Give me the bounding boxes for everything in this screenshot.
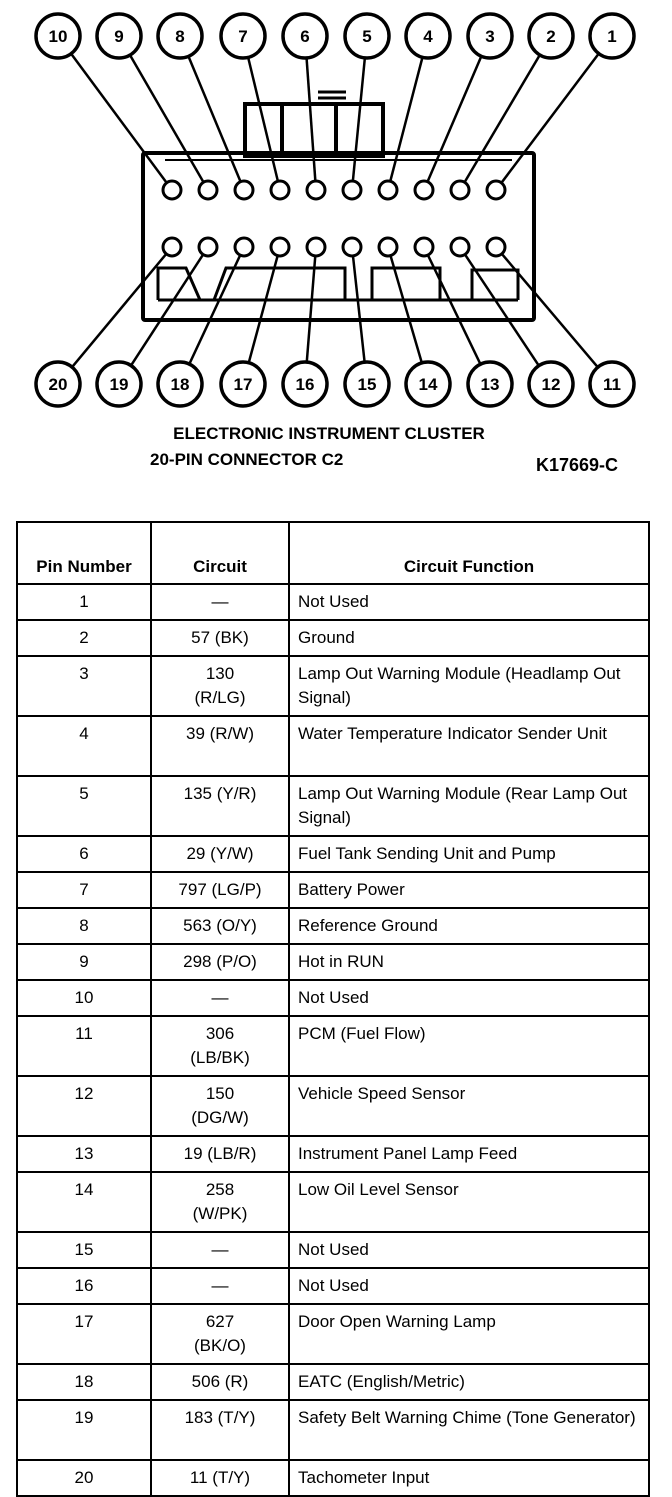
pin-number-cell: 16 bbox=[17, 1268, 151, 1304]
leader-line bbox=[119, 36, 208, 190]
pin-socket bbox=[271, 181, 289, 199]
circuit-line: 39 (R/W) bbox=[186, 724, 254, 743]
pin-number-cell: 19 bbox=[17, 1400, 151, 1460]
pin-table bbox=[16, 521, 650, 1497]
pin-socket bbox=[307, 238, 325, 256]
table-row bbox=[17, 944, 649, 980]
circuit-cell bbox=[151, 944, 289, 980]
pin-socket bbox=[415, 238, 433, 256]
circuit-line: — bbox=[211, 988, 229, 1007]
table-row bbox=[17, 584, 649, 620]
pin-number-cell: 17 bbox=[17, 1304, 151, 1364]
leader-line bbox=[243, 36, 280, 190]
leader-line bbox=[460, 36, 551, 190]
table-row bbox=[17, 716, 649, 776]
pin-callout-top bbox=[406, 14, 450, 58]
pin-socket bbox=[415, 181, 433, 199]
pin-callout-label: 3 bbox=[485, 27, 495, 46]
table-row bbox=[17, 1400, 649, 1460]
pin-callout-bottom bbox=[529, 362, 573, 406]
circuit-function-cell: Fuel Tank Sending Unit and Pump bbox=[289, 836, 649, 872]
circuit-line: 298 (P/O) bbox=[183, 952, 257, 971]
circuit-line: 150 bbox=[205, 1084, 235, 1103]
pin-callout-bottom bbox=[590, 362, 634, 406]
pin-number-cell: 18 bbox=[17, 1364, 151, 1400]
circuit-line: (R/LG) bbox=[194, 688, 246, 707]
table-row bbox=[17, 1016, 649, 1076]
circuit-function-cell: Lamp Out Warning Module (Headlamp Out Signal) bbox=[289, 656, 649, 716]
pin-socket bbox=[451, 181, 469, 199]
pin-callout-top bbox=[529, 14, 573, 58]
circuit-line: (DG/W) bbox=[191, 1108, 249, 1127]
circuit-line: 29 (Y/W) bbox=[186, 844, 254, 863]
circuit-line: 306 bbox=[205, 1024, 235, 1043]
circuit-function-cell: Safety Belt Warning Chime (Tone Generator) bbox=[289, 1400, 649, 1460]
circuit-line: (LB/BK) bbox=[190, 1048, 250, 1067]
pin-callout-label: 17 bbox=[233, 375, 253, 394]
pin-callout-bottom bbox=[97, 362, 141, 406]
pin-callout-label: 1 bbox=[607, 27, 617, 46]
diagram-caption-title: ELECTRONIC INSTRUMENT CLUSTER bbox=[173, 424, 485, 443]
circuit-cell bbox=[151, 836, 289, 872]
circuit-cell bbox=[151, 1364, 289, 1400]
circuit-function-cell: Door Open Warning Lamp bbox=[289, 1304, 649, 1364]
pin-callout-label: 16 bbox=[295, 375, 315, 394]
figure-id: K17669-C bbox=[536, 455, 619, 475]
circuit-function-cell: Not Used bbox=[289, 1268, 649, 1304]
pin-socket bbox=[343, 238, 361, 256]
circuit-function-cell: Ground bbox=[289, 620, 649, 656]
circuit-cell bbox=[151, 872, 289, 908]
pin-callout-label: 14 bbox=[418, 375, 438, 394]
pin-socket bbox=[487, 238, 505, 256]
pin-callout-bottom bbox=[36, 362, 80, 406]
circuit-cell bbox=[151, 656, 289, 716]
circuit-line: 11 (T/Y) bbox=[189, 1468, 251, 1487]
table-row bbox=[17, 1304, 649, 1364]
pin-callout-label: 18 bbox=[170, 375, 190, 394]
pin-callout-bottom bbox=[406, 362, 450, 406]
circuit-function-cell: Reference Ground bbox=[289, 908, 649, 944]
table-row bbox=[17, 908, 649, 944]
pin-number-cell: 4 bbox=[17, 716, 151, 776]
pin-socket bbox=[343, 181, 361, 199]
pin-callout-bottom bbox=[158, 362, 202, 406]
circuit-function-cell: Lamp Out Warning Module (Rear Lamp Out Signal) bbox=[289, 776, 649, 836]
pin-number-cell: 12 bbox=[17, 1076, 151, 1136]
circuit-function-cell: Not Used bbox=[289, 1232, 649, 1268]
header-circuit: Circuit bbox=[151, 522, 289, 584]
header-pin-number: Pin Number bbox=[17, 522, 151, 584]
pin-callout-label: 15 bbox=[357, 375, 377, 394]
connector-diagram bbox=[0, 0, 672, 420]
circuit-line: (BK/O) bbox=[194, 1336, 246, 1355]
circuit-cell bbox=[151, 584, 289, 620]
pin-callout-label: 13 bbox=[480, 375, 500, 394]
table-row bbox=[17, 836, 649, 872]
pin-socket bbox=[271, 238, 289, 256]
pin-number-cell: 15 bbox=[17, 1232, 151, 1268]
circuit-function-cell: Instrument Panel Lamp Feed bbox=[289, 1136, 649, 1172]
table-row bbox=[17, 1268, 649, 1304]
circuit-function-cell: Hot in RUN bbox=[289, 944, 649, 980]
circuit-cell bbox=[151, 716, 289, 776]
circuit-function-cell: Not Used bbox=[289, 584, 649, 620]
circuit-function-cell: EATC (English/Metric) bbox=[289, 1364, 649, 1400]
circuit-cell bbox=[151, 908, 289, 944]
table-row bbox=[17, 872, 649, 908]
pin-callout-label: 20 bbox=[48, 375, 68, 394]
pin-callout-top bbox=[158, 14, 202, 58]
connector-body bbox=[143, 92, 534, 320]
pin-socket bbox=[487, 181, 505, 199]
table-row bbox=[17, 980, 649, 1016]
pin-callout-label: 10 bbox=[48, 27, 68, 46]
pin-callout-label: 6 bbox=[300, 27, 310, 46]
circuit-line: 130 bbox=[205, 664, 235, 683]
leader-line bbox=[460, 247, 551, 384]
pin-socket bbox=[199, 181, 217, 199]
connector-keyway bbox=[158, 268, 518, 300]
pin-callout-top bbox=[283, 14, 327, 58]
table-row bbox=[17, 776, 649, 836]
pin-callout-top bbox=[221, 14, 265, 58]
diagram-caption-connector: 20-PIN CONNECTOR C2 bbox=[150, 450, 344, 469]
pin-socket bbox=[199, 238, 217, 256]
pin-number-cell: 10 bbox=[17, 980, 151, 1016]
circuit-line: 258 bbox=[205, 1180, 235, 1199]
header-circuit-function: Circuit Function bbox=[289, 522, 649, 584]
pin-callout-top bbox=[97, 14, 141, 58]
pin-number-cell: 3 bbox=[17, 656, 151, 716]
pin-callout-top bbox=[36, 14, 80, 58]
table-row bbox=[17, 1232, 649, 1268]
pin-number-cell: 6 bbox=[17, 836, 151, 872]
table-row bbox=[17, 1460, 649, 1496]
circuit-cell bbox=[151, 1268, 289, 1304]
table-row bbox=[17, 1136, 649, 1172]
pin-socket bbox=[163, 181, 181, 199]
circuit-cell bbox=[151, 1400, 289, 1460]
circuit-function-cell: Battery Power bbox=[289, 872, 649, 908]
pin-callout-label: 9 bbox=[114, 27, 124, 46]
pin-callout-bottom bbox=[283, 362, 327, 406]
circuit-function-cell: PCM (Fuel Flow) bbox=[289, 1016, 649, 1076]
pin-socket bbox=[379, 181, 397, 199]
pin-socket bbox=[163, 238, 181, 256]
circuit-cell bbox=[151, 1304, 289, 1364]
circuit-function-cell: Not Used bbox=[289, 980, 649, 1016]
pin-number-cell: 13 bbox=[17, 1136, 151, 1172]
circuit-line: — bbox=[211, 592, 229, 611]
circuit-cell bbox=[151, 1172, 289, 1232]
circuit-line: — bbox=[211, 1276, 229, 1295]
circuit-line: — bbox=[211, 1240, 229, 1259]
pin-socket bbox=[235, 238, 253, 256]
circuit-cell bbox=[151, 776, 289, 836]
circuit-function-cell: Vehicle Speed Sensor bbox=[289, 1076, 649, 1136]
pin-callout-top bbox=[345, 14, 389, 58]
circuit-cell bbox=[151, 1136, 289, 1172]
circuit-line: 797 (LG/P) bbox=[178, 880, 262, 899]
circuit-line: (W/PK) bbox=[192, 1204, 248, 1223]
pin-callout-top bbox=[468, 14, 512, 58]
pin-socket bbox=[235, 181, 253, 199]
table-row bbox=[17, 656, 649, 716]
pin-number-cell: 8 bbox=[17, 908, 151, 944]
pin-number-cell: 7 bbox=[17, 872, 151, 908]
pin-callout-bottom bbox=[345, 362, 389, 406]
circuit-function-cell: Tachometer Input bbox=[289, 1460, 649, 1496]
table-row bbox=[17, 1076, 649, 1136]
pin-callout-bottom bbox=[468, 362, 512, 406]
table-row bbox=[17, 1364, 649, 1400]
table-row bbox=[17, 1172, 649, 1232]
circuit-cell bbox=[151, 1076, 289, 1136]
pin-number-cell: 2 bbox=[17, 620, 151, 656]
leader-line bbox=[388, 36, 428, 190]
pin-number-cell: 14 bbox=[17, 1172, 151, 1232]
circuit-cell bbox=[151, 980, 289, 1016]
pin-number-cell: 5 bbox=[17, 776, 151, 836]
pin-callout-bottom bbox=[221, 362, 265, 406]
pin-callout-label: 11 bbox=[603, 375, 621, 394]
pin-callout-label: 2 bbox=[546, 27, 556, 46]
table-row bbox=[17, 620, 649, 656]
pin-number-cell: 9 bbox=[17, 944, 151, 980]
pin-number-cell: 1 bbox=[17, 584, 151, 620]
pin-callout-label: 12 bbox=[541, 375, 561, 394]
pin-callout-label: 4 bbox=[423, 27, 433, 46]
pin-callout-top bbox=[590, 14, 634, 58]
circuit-line: 57 (BK) bbox=[191, 628, 249, 647]
circuit-cell bbox=[151, 1016, 289, 1076]
circuit-cell bbox=[151, 1460, 289, 1496]
pin-callout-label: 19 bbox=[109, 375, 129, 394]
circuit-function-cell: Low Oil Level Sensor bbox=[289, 1172, 649, 1232]
leader-line bbox=[180, 36, 244, 190]
pin-callout-label: 5 bbox=[362, 27, 372, 46]
circuit-line: 135 (Y/R) bbox=[183, 784, 257, 803]
leader-line bbox=[424, 36, 490, 190]
circuit-line: 506 (R) bbox=[191, 1372, 249, 1391]
circuit-line: 563 (O/Y) bbox=[183, 916, 257, 935]
pin-number-cell: 11 bbox=[17, 1016, 151, 1076]
circuit-line: 627 bbox=[205, 1312, 235, 1331]
circuit-cell bbox=[151, 1232, 289, 1268]
pin-socket bbox=[307, 181, 325, 199]
pin-socket bbox=[379, 238, 397, 256]
pin-callout-label: 7 bbox=[238, 27, 248, 46]
circuit-function-cell: Water Temperature Indicator Sender Unit bbox=[289, 716, 649, 776]
pin-number-cell: 20 bbox=[17, 1460, 151, 1496]
table-header-row bbox=[17, 522, 649, 584]
circuit-line: 19 (LB/R) bbox=[183, 1144, 257, 1163]
circuit-cell bbox=[151, 620, 289, 656]
pin-socket bbox=[451, 238, 469, 256]
circuit-line: 183 (T/Y) bbox=[184, 1408, 256, 1427]
pin-callout-label: 8 bbox=[175, 27, 185, 46]
